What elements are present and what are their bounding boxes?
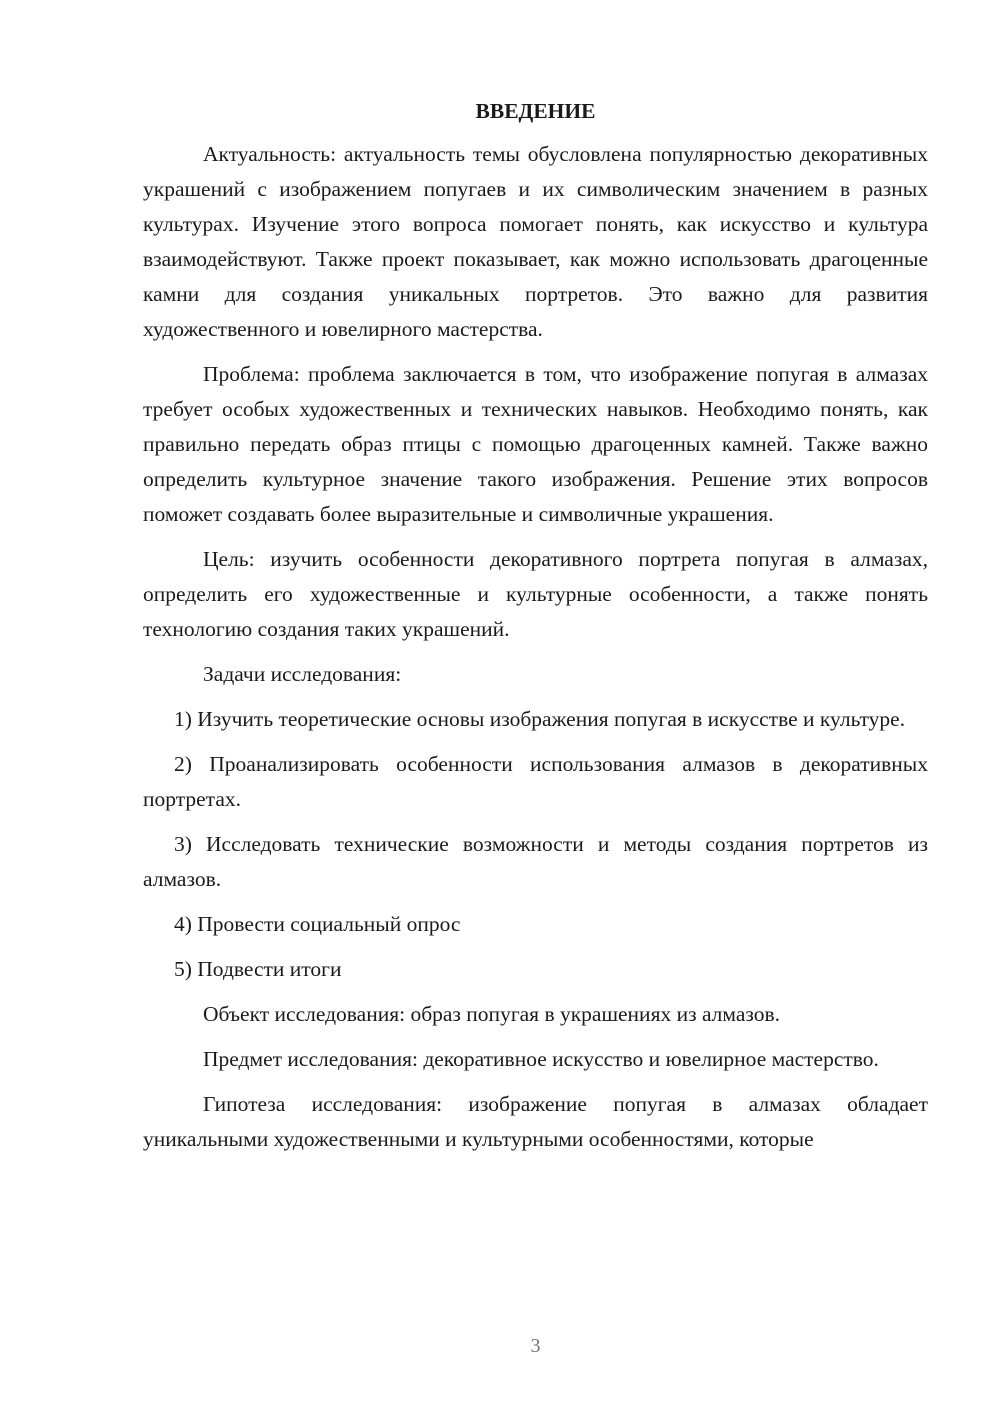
page-number: 3 bbox=[530, 1335, 541, 1357]
hypothesis-paragraph: Гипотеза исследования: изображение попугая в алмазах обладает уникальными художественными и культурными особенностями, которые bbox=[143, 1092, 928, 1151]
task-item-3: 3) Исследовать технические возможности и методы создания портретов из алмазов. bbox=[143, 832, 928, 891]
task-item-2: 2) Проанализировать особенности использования алмазов в декоративных портретах. bbox=[143, 752, 928, 811]
problem-paragraph: Проблема: проблема заключается в том, что изображение попугая в алмазах требует особых художественных и технических навыков. Необходимо понять, как правильно передать образ птицы с помощью драгоценных камней. Также важно определить культурное значение такого изображения. Решение этих вопросов поможет создавать более выразительные и символичные украшения. bbox=[143, 362, 928, 526]
document-page bbox=[143, 95, 928, 1157]
object-paragraph: Объект исследования: образ попугая в украшениях из алмазов. bbox=[203, 1002, 781, 1026]
relevance-paragraph: Актуальность: актуальность темы обусловлена популярностью декоративных украшений с изображением попугаев и их символическим значением в разных культурах. Изучение этого вопроса помогает понять, как искусство и культура взаимодействуют. Также проект показывает, как можно использовать драгоценные камни для создания уникальных портретов. Это важно для развития художественного и ювелирного мастерства. bbox=[143, 142, 928, 341]
goal-paragraph: Цель: изучить особенности декоративного портрета попугая в алмазах, определить его художественные и культурные особенности, а также понять технологию создания таких украшений. bbox=[143, 547, 928, 641]
task-item-5: 5) Подвести итоги bbox=[174, 957, 342, 981]
task-item-1: 1) Изучить теоретические основы изображения попугая в искусстве и культуре. bbox=[174, 707, 906, 731]
section-title: ВВЕДЕНИЕ bbox=[475, 99, 596, 123]
task-item-4: 4) Провести социальный опрос bbox=[174, 912, 461, 936]
subject-paragraph: Предмет исследования: декоративное искусство и ювелирное мастерство. bbox=[203, 1047, 879, 1071]
tasks-heading: Задачи исследования: bbox=[203, 662, 402, 686]
